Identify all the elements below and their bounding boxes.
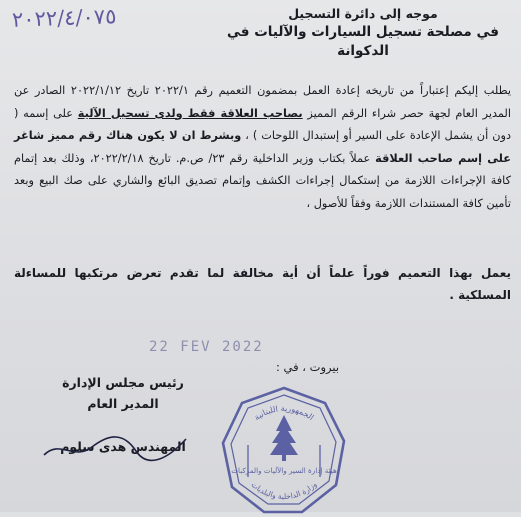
body-text-2: على إسمه ( دون أن يشمل الإعادة على السير أو إستبدال اللوحات ) ، [14, 106, 511, 142]
signature-title-1: رئيس مجلس الإدارة [62, 375, 184, 390]
official-seal-stamp [218, 385, 350, 517]
signature-title-2: المدير العام [87, 396, 159, 411]
body-text-3: عملاً بكتاب وزير الداخلية رقم ٢٣/ ص.م. تاريخ ٢٠٢٢/٢/١٨، وذلك بعد إتمام كافة الإجراءات اللازمة من إستكمال إجراءات الكشف وإتمام تصديق البائع والشاري على صك البيع وبعد تأمين كافة المستندات اللازمة وفقاً للأصول ، [14, 151, 511, 210]
body-text-1: يطلب إليكم إعتباراً من تاريخه إعادة العمل بمضمون التعميم رقم ٢٠٢٢/١ تاريخ ٢٠٢٢/١/١٢ الصادر عن المدير العام لجهة حصر شراء الرقم المميز [14, 84, 512, 120]
signatory-name: المهندس هدى سلوم [60, 439, 186, 454]
header-line-1: موجه إلى دائرة التسجيل [288, 6, 438, 21]
place-date-line: بيروت ، في : [276, 360, 340, 374]
stamp-top-text: الجمهورية اللبنانية [252, 403, 316, 423]
circular-body [14, 80, 511, 215]
stamp-inner-text: هيئة إدارة السير والآليات والمركبات [231, 466, 337, 475]
enforcement-clause: يعمل بهذا التعميم فوراً علماً أن أية مخالفة لما تقدم تعرض مرتكبها للمساءلة المسلكية . [14, 266, 511, 302]
body-bold-condition: وبشرط ان لا يكون هناك رقم مميز شاغر على إسم صاحب العلاقة [14, 129, 511, 165]
document-header [213, 4, 513, 61]
body-underlined-condition: بصاحب العلاقة فقط ولدى تسجيل الآلية [77, 106, 303, 120]
handwritten-signature-icon [40, 425, 190, 465]
header-line-2: في مصلحة تسجيل السيارات والآليات في الدكوانة [227, 24, 499, 59]
date-stamp: 22 FEV 2022 [149, 339, 264, 355]
stamp-bottom-text: وزارة الداخلية والبلديات [249, 479, 319, 502]
handwritten-reference-number: ٢٠٢٢/٤/٠٧٥ [11, 4, 117, 32]
cedar-icon [270, 415, 298, 455]
